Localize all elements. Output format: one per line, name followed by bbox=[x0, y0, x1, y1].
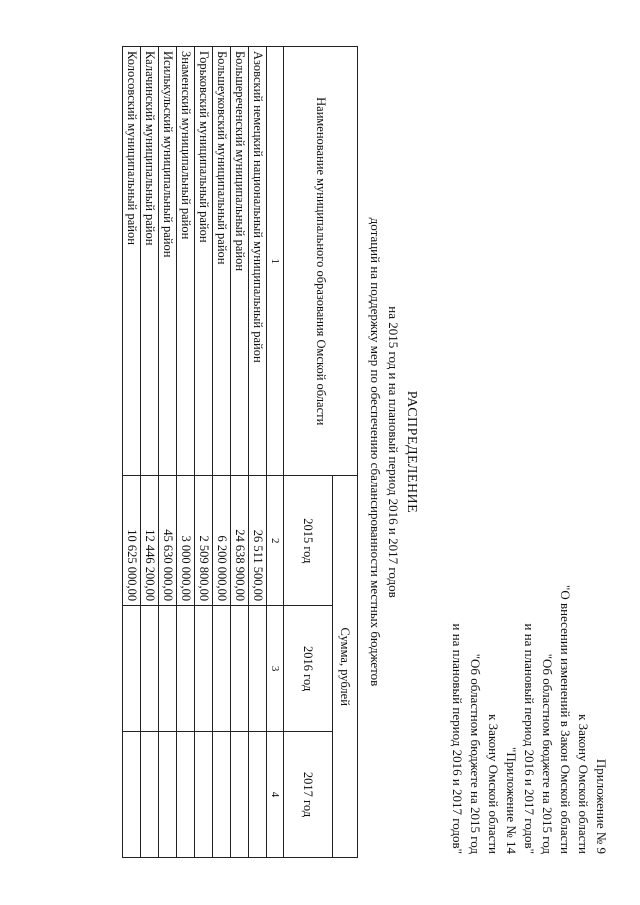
amount-2017 bbox=[195, 732, 213, 858]
amount-2015: 45 630 000,00 bbox=[159, 476, 177, 606]
table-row bbox=[231, 47, 249, 858]
table-row bbox=[123, 47, 141, 858]
appendix-14-line: "Об областном бюджете на 2015 год bbox=[468, 653, 483, 854]
appendix-9-line: Приложение № 9 bbox=[594, 758, 609, 854]
appendix-9-line: "О внесении изменений в Закон Омской области bbox=[558, 585, 573, 854]
table-row bbox=[177, 47, 195, 858]
municipality-name: Знаменский муниципальный район bbox=[177, 47, 195, 476]
column-number: 4 bbox=[267, 732, 284, 858]
amount-2015: 24 638 900,00 bbox=[231, 476, 249, 606]
table-row bbox=[195, 47, 213, 858]
table-row bbox=[159, 47, 177, 858]
amount-2017 bbox=[231, 732, 249, 858]
document-subject: дотаций на поддержку мер по обеспечению сбалансированности местных бюджетов bbox=[368, 217, 383, 687]
municipality-name: Большеуковский муниципальный район bbox=[213, 47, 231, 476]
municipality-name: Исилькульский муниципальный район bbox=[159, 47, 177, 476]
table-row bbox=[213, 47, 231, 858]
amount-2016 bbox=[123, 606, 141, 732]
municipality-name: Колосовский муниципальный район bbox=[123, 47, 141, 476]
municipality-name-header: Наименование муниципального образования Омской области bbox=[284, 47, 358, 476]
appendix-14-header bbox=[448, 434, 520, 854]
amount-2017 bbox=[213, 732, 231, 858]
municipality-name: Большереченский муниципальный район bbox=[231, 47, 249, 476]
appendix-14-line: к Закону Омской области bbox=[486, 714, 501, 854]
document-title-block bbox=[366, 22, 420, 882]
column-number: 2 bbox=[267, 476, 284, 606]
amount-2016 bbox=[159, 606, 177, 732]
appendix-9-line: "Об областном бюджете на 2015 год bbox=[540, 653, 555, 854]
appendix-9-header bbox=[520, 434, 610, 854]
amount-2016 bbox=[231, 606, 249, 732]
municipality-name: Калачинский муниципальный район bbox=[141, 47, 159, 476]
municipality-name: Горьковский муниципальный район bbox=[195, 47, 213, 476]
document-subtitle: на 2015 год и на плановый период 2016 и 2017 годов bbox=[386, 306, 401, 598]
table-row bbox=[249, 47, 267, 858]
amount-2016 bbox=[213, 606, 231, 732]
column-number-row bbox=[267, 47, 284, 858]
amount-2015: 2 509 800,00 bbox=[195, 476, 213, 606]
document-heading: РАСПРЕДЕЛЕНИЕ bbox=[404, 390, 419, 514]
amount-2016 bbox=[195, 606, 213, 732]
year-2015-header: 2015 год bbox=[284, 476, 333, 606]
amount-2015: 6 200 000,00 bbox=[213, 476, 231, 606]
amount-2017 bbox=[123, 732, 141, 858]
appendix-9-line: к Закону Омской области bbox=[576, 714, 591, 854]
subsidy-distribution-table bbox=[122, 46, 358, 858]
amount-2017 bbox=[141, 732, 159, 858]
appendix-9-line: и на плановый период 2016 и 2017 годов" bbox=[522, 623, 537, 854]
sum-header: Сумма, рублей bbox=[333, 476, 358, 858]
municipality-name: Азовский немецкий национальный муниципальный район bbox=[249, 47, 267, 476]
amount-2017 bbox=[159, 732, 177, 858]
table-row bbox=[141, 47, 159, 858]
amount-2016 bbox=[177, 606, 195, 732]
year-2017-header: 2017 год bbox=[284, 732, 333, 858]
column-number: 1 bbox=[267, 47, 284, 476]
column-number: 3 bbox=[267, 606, 284, 732]
appendix-14-line: и на плановый период 2016 и 2017 годов" bbox=[450, 623, 465, 854]
amount-2015: 26 511 500,00 bbox=[249, 476, 267, 606]
year-2016-header: 2016 год bbox=[284, 606, 333, 732]
rotated-document-page bbox=[20, 22, 620, 882]
appendix-14-line: "Приложение № 14 bbox=[504, 747, 519, 854]
amount-2015: 12 446 200,00 bbox=[141, 476, 159, 606]
amount-2016 bbox=[249, 606, 267, 732]
amount-2015: 10 625 000,00 bbox=[123, 476, 141, 606]
amount-2017 bbox=[177, 732, 195, 858]
amount-2017 bbox=[249, 732, 267, 858]
amount-2015: 3 000 000,00 bbox=[177, 476, 195, 606]
amount-2016 bbox=[141, 606, 159, 732]
